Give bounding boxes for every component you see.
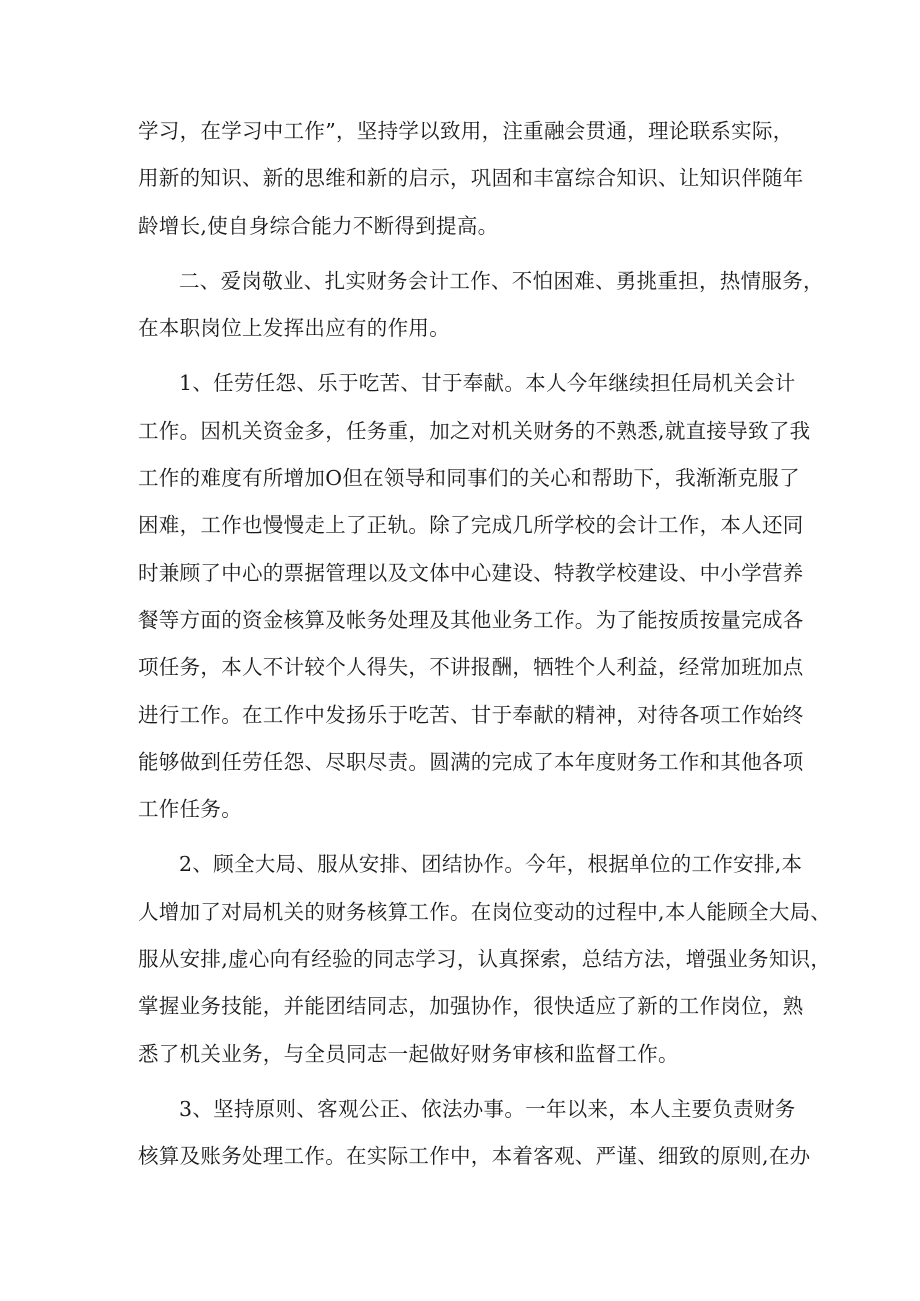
text-line: 时兼顾了中心的票据管理以及文体中心建设、特教学校建设、中小学营养 [138, 560, 804, 585]
text-line: 学习，在学习中工作”，坚持学以致用，注重融会贯通，理论联系实际， [138, 119, 794, 143]
paragraph [138, 108, 804, 250]
paragraph [138, 841, 832, 1077]
text-line: 核算及账务处理工作。在实际工作中，本着客观、严谨、细致的原则,在办 [138, 1144, 811, 1169]
text-line: 2、顾全大局、服从安排、团结协作。今年，根据单位的工作安排,本 [179, 852, 803, 877]
text-line: 困难，工作也慢慢走上了正轨。除了完成几所学校的会计工作，本人还同 [138, 513, 804, 538]
text-line: 工作。因机关资金多，任务重，加之对机关财务的不熟悉,就直接导致了我 [138, 418, 811, 443]
text-line: 用新的知识、新的思维和新的启示，巩固和丰富综合知识、让知识伴随年 [138, 166, 804, 191]
text-line: 工作任务。 [138, 797, 242, 822]
text-line: 能够做到任劳任怨、尽职尽责。圆满的完成了本年度财务工作和其他各项 [138, 749, 804, 774]
text-line: 龄增长,使自身综合能力不断得到提高。 [138, 213, 499, 238]
text-line: 人增加了对局机关的财务核算工作。在岗位变动的过程中,本人能顾全大局、 [138, 899, 832, 924]
paragraph [138, 258, 824, 353]
text-line: 悉了机关业务，与全员同志一起做好财务审核和监督工作。 [138, 1041, 679, 1066]
text-line: 二、爱岗敬业、扎实财务会计工作、不怕困难、勇挑重担，热情服务， [179, 268, 824, 293]
text-line: 服从安排,虚心向有经验的同志学习，认真探索，总结方法，增强业务知识， [138, 947, 832, 972]
text-line: 在本职岗位上发挥出应有的作用。 [138, 316, 450, 341]
text-line: 餐等方面的资金核算及帐务处理及其他业务工作。为了能按质按量完成各 [138, 607, 804, 632]
text-line: 3、坚持原则、客观公正、依法办事。一年以来，本人主要负责财务 [179, 1096, 796, 1121]
text-line: 进行工作。在工作中发扬乐于吃苦、甘于奉献的精神，对待各项工作始终 [138, 702, 804, 727]
document-body [138, 108, 832, 1189]
paragraph [138, 1086, 811, 1181]
text-line: 工作的难度有所增加O但在领导和同事们的关心和帮助下，我渐渐克服了 [138, 466, 800, 491]
text-line: 掌握业务技能，并能团结同志，加强协作，很快适应了新的工作岗位，熟 [138, 994, 804, 1019]
text-line: 项任务，本人不计较个人得失，不讲报酬，牺牲个人利益，经常加班加点 [138, 655, 804, 680]
text-line: 1、任劳任怨、乐于吃苦、甘于奉献。本人今年继续担任局机关会计 [179, 371, 796, 396]
paragraph [138, 360, 811, 833]
